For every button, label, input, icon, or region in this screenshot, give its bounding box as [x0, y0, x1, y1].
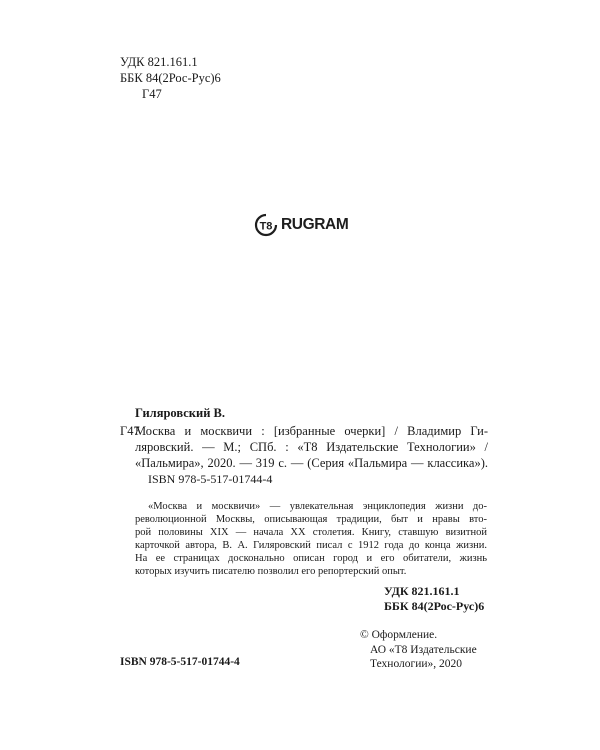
bottom-bbk-code: ББК 84(2Рос-Рус)6: [384, 599, 485, 613]
record-isbn: ISBN 978-5-517-01744-4: [148, 472, 273, 486]
annotation-line: рой половины XIX — начала XX столетия. Книгу, ставшую визитной: [135, 527, 487, 538]
annotation-line: «Москва и москвичи» — увлекательная энциклопедия жизни до-: [148, 501, 487, 512]
copyright-line: © Оформление.: [360, 629, 438, 641]
annotation-line: которых изучить писателю позволил его репортерский опыт.: [135, 566, 407, 577]
t8-logo-icon: [254, 213, 278, 237]
author-code: Г47: [142, 87, 162, 101]
description-line: ляровский. — М.; СПб. : «Т8 Издательские Технологии» /: [135, 440, 488, 454]
annotation-line: На ее страницах досконально описан город и его обитатели, жизнь: [135, 553, 487, 564]
author-name: Гиляровский В.: [135, 406, 225, 420]
description-line: «Пальмира», 2020. — 319 с. — (Серия «Пальмира — классика»).: [135, 456, 488, 470]
logo-text: RUGRAM: [281, 216, 349, 233]
copyright-line: АО «Т8 Издательские: [370, 644, 477, 656]
publisher-logo: [254, 211, 354, 239]
logo-mark: T8: [259, 220, 273, 233]
record-author-code: Г47: [120, 424, 140, 438]
bottom-isbn: ISBN 978-5-517-01744-4: [120, 656, 240, 668]
bbk-code: ББК 84(2Рос-Рус)6: [120, 71, 221, 85]
annotation-line: революционной Москвы, описывающая традиции, быт и нравы вто-: [135, 514, 487, 525]
description-line: Москва и москвичи : [избранные очерки] / Владимир Ги-: [135, 424, 488, 438]
bottom-udk-code: УДК 821.161.1: [384, 584, 460, 598]
udk-code: УДК 821.161.1: [120, 55, 198, 69]
annotation-line: карточкой автора, В. А. Гиляровский писал с 1912 года до конца жизни.: [135, 540, 487, 551]
copyright-line: Технологии», 2020: [370, 658, 463, 670]
